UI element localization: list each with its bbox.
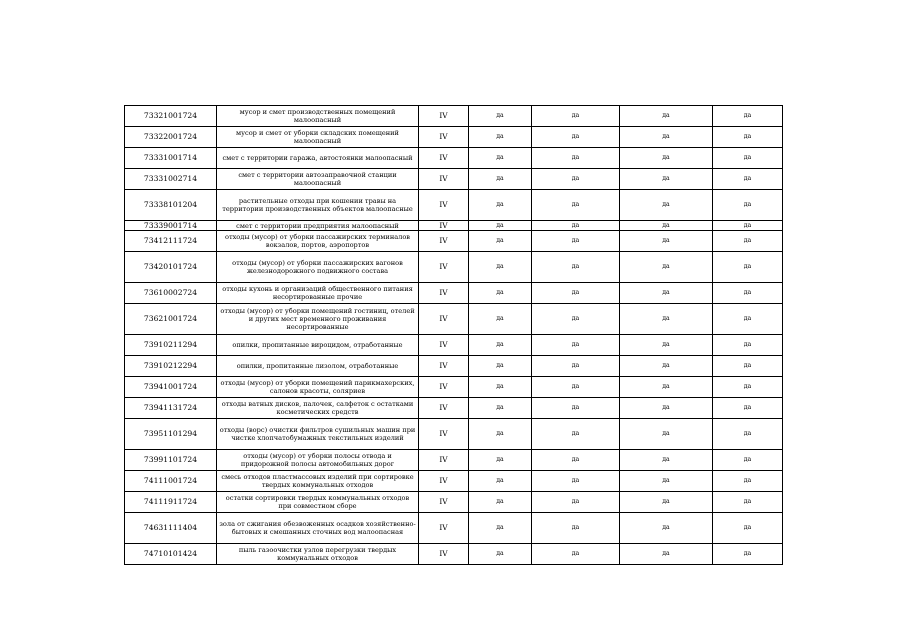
flag-cell-1: да [469, 127, 532, 148]
waste-code-cell: 74631111404 [125, 513, 217, 544]
flag-cell-3: да [620, 544, 713, 565]
flag-cell-3: да [620, 169, 713, 190]
flag-cell-4: да [713, 231, 783, 252]
flag-cell-3: да [620, 398, 713, 419]
hazard-class-cell: IV [419, 252, 469, 283]
waste-code-cell: 74111001724 [125, 471, 217, 492]
flag-cell-3: да [620, 106, 713, 127]
waste-name-cell: отходы кухонь и организаций общественного питания несортированные прочие [217, 283, 419, 304]
flag-cell-1: да [469, 492, 532, 513]
waste-code-cell: 73412111724 [125, 231, 217, 252]
waste-code-cell: 73941131724 [125, 398, 217, 419]
flag-cell-2: да [532, 335, 620, 356]
flag-cell-3: да [620, 492, 713, 513]
waste-name-cell: растительные отходы при кошении травы на территории производственных объектов малоопасные [217, 190, 419, 221]
hazard-class-cell: IV [419, 127, 469, 148]
waste-code-cell: 73338101204 [125, 190, 217, 221]
flag-cell-4: да [713, 419, 783, 450]
waste-code-cell: 74710101424 [125, 544, 217, 565]
waste-name-cell: смет с территории гаража, автостоянки малоопасный [217, 148, 419, 169]
flag-cell-2: да [532, 398, 620, 419]
waste-code-cell: 74111911724 [125, 492, 217, 513]
flag-cell-2: да [532, 492, 620, 513]
waste-name-cell: отходы (мусор) от уборки пассажирских терминалов вокзалов, портов, аэропортов [217, 231, 419, 252]
table-row [125, 544, 783, 565]
hazard-class-cell: IV [419, 544, 469, 565]
waste-name-cell: отходы (ворс) очистки фильтров сушильных машин при чистке хлопчатобумажных текстильных изделий [217, 419, 419, 450]
flag-cell-3: да [620, 356, 713, 377]
flag-cell-1: да [469, 148, 532, 169]
flag-cell-4: да [713, 450, 783, 471]
hazard-class-cell: IV [419, 492, 469, 513]
waste-name-cell: отходы (мусор) от уборки помещений гостиниц, отелей и других мест временного проживания несортированные [217, 304, 419, 335]
hazard-class-cell: IV [419, 398, 469, 419]
waste-name-cell: мусор и смет от уборки складских помещений малоопасный [217, 127, 419, 148]
flag-cell-2: да [532, 148, 620, 169]
waste-code-cell: 73910212294 [125, 356, 217, 377]
flag-cell-2: да [532, 169, 620, 190]
table-row [125, 450, 783, 471]
hazard-class-cell: IV [419, 513, 469, 544]
flag-cell-1: да [469, 377, 532, 398]
flag-cell-3: да [620, 304, 713, 335]
flag-cell-4: да [713, 492, 783, 513]
flag-cell-4: да [713, 335, 783, 356]
flag-cell-3: да [620, 127, 713, 148]
flag-cell-4: да [713, 190, 783, 221]
flag-cell-3: да [620, 283, 713, 304]
hazard-class-cell: IV [419, 169, 469, 190]
waste-name-cell: пыль газоочистки узлов перегрузки твердых коммунальных отходов [217, 544, 419, 565]
waste-code-cell: 73951101294 [125, 419, 217, 450]
table-row [125, 471, 783, 492]
flag-cell-2: да [532, 190, 620, 221]
waste-code-cell: 73610002724 [125, 283, 217, 304]
flag-cell-4: да [713, 544, 783, 565]
flag-cell-2: да [532, 304, 620, 335]
flag-cell-3: да [620, 221, 713, 231]
flag-cell-3: да [620, 335, 713, 356]
table-row [125, 127, 783, 148]
flag-cell-1: да [469, 450, 532, 471]
flag-cell-1: да [469, 335, 532, 356]
table-row [125, 190, 783, 221]
flag-cell-2: да [532, 283, 620, 304]
waste-name-cell: смет с территории автозаправочной станции малоопасный [217, 169, 419, 190]
flag-cell-1: да [469, 356, 532, 377]
flag-cell-2: да [532, 377, 620, 398]
flag-cell-2: да [532, 419, 620, 450]
waste-name-cell: зола от сжигания обезвоженных осадков хозяйственно-бытовых и смешанных сточных вод малоопасная [217, 513, 419, 544]
hazard-class-cell: IV [419, 221, 469, 231]
flag-cell-1: да [469, 169, 532, 190]
table-row [125, 169, 783, 190]
table-row [125, 106, 783, 127]
table-row [125, 377, 783, 398]
waste-name-cell: смесь отходов пластмассовых изделий при сортировке твердых коммунальных отходов [217, 471, 419, 492]
flag-cell-2: да [532, 106, 620, 127]
flag-cell-1: да [469, 190, 532, 221]
flag-cell-1: да [469, 231, 532, 252]
waste-name-cell: опилки, пропитанные лизолом, отработанные [217, 356, 419, 377]
table-row [125, 304, 783, 335]
waste-name-cell: отходы (мусор) от уборки пассажирских вагонов железнодорожного подвижного состава [217, 252, 419, 283]
flag-cell-2: да [532, 544, 620, 565]
hazard-class-cell: IV [419, 148, 469, 169]
flag-cell-4: да [713, 106, 783, 127]
flag-cell-4: да [713, 283, 783, 304]
waste-table-body [125, 106, 783, 565]
flag-cell-2: да [532, 471, 620, 492]
table-row [125, 513, 783, 544]
waste-name-cell: мусор и смет производственных помещений малоопасный [217, 106, 419, 127]
waste-code-cell: 73339001714 [125, 221, 217, 231]
hazard-class-cell: IV [419, 335, 469, 356]
table-row [125, 419, 783, 450]
flag-cell-3: да [620, 252, 713, 283]
waste-code-cell: 73331002714 [125, 169, 217, 190]
waste-code-cell: 73991101724 [125, 450, 217, 471]
flag-cell-1: да [469, 221, 532, 231]
flag-cell-1: да [469, 513, 532, 544]
flag-cell-4: да [713, 377, 783, 398]
flag-cell-2: да [532, 231, 620, 252]
flag-cell-4: да [713, 304, 783, 335]
waste-name-cell: отходы (мусор) от уборки помещений парикмахерских, салонов красоты, соляриев [217, 377, 419, 398]
flag-cell-4: да [713, 513, 783, 544]
flag-cell-2: да [532, 127, 620, 148]
flag-cell-4: да [713, 221, 783, 231]
flag-cell-1: да [469, 419, 532, 450]
flag-cell-4: да [713, 127, 783, 148]
hazard-class-cell: IV [419, 419, 469, 450]
hazard-class-cell: IV [419, 231, 469, 252]
hazard-class-cell: IV [419, 304, 469, 335]
flag-cell-3: да [620, 471, 713, 492]
waste-name-cell: отходы (мусор) от уборки полосы отвода и придорожной полосы автомобильных дорог [217, 450, 419, 471]
table-row [125, 221, 783, 231]
table-row [125, 398, 783, 419]
hazard-class-cell: IV [419, 450, 469, 471]
waste-name-cell: остатки сортировки твердых коммунальных отходов при совместном сборе [217, 492, 419, 513]
waste-code-cell: 73621001724 [125, 304, 217, 335]
flag-cell-1: да [469, 106, 532, 127]
hazard-class-cell: IV [419, 190, 469, 221]
waste-code-cell: 73420101724 [125, 252, 217, 283]
table-row [125, 356, 783, 377]
flag-cell-1: да [469, 471, 532, 492]
waste-table [124, 105, 783, 565]
table-row [125, 148, 783, 169]
flag-cell-1: да [469, 252, 532, 283]
flag-cell-3: да [620, 190, 713, 221]
flag-cell-3: да [620, 148, 713, 169]
waste-name-cell: смет с территории предприятия малоопасный [217, 221, 419, 231]
waste-code-cell: 73910211294 [125, 335, 217, 356]
hazard-class-cell: IV [419, 471, 469, 492]
flag-cell-3: да [620, 377, 713, 398]
flag-cell-2: да [532, 252, 620, 283]
waste-code-cell: 73322001724 [125, 127, 217, 148]
flag-cell-3: да [620, 513, 713, 544]
table-row [125, 335, 783, 356]
table-row [125, 492, 783, 513]
waste-code-cell: 73941001724 [125, 377, 217, 398]
flag-cell-4: да [713, 398, 783, 419]
waste-name-cell: отходы ватных дисков, палочек, салфеток с остатками косметических средств [217, 398, 419, 419]
flag-cell-4: да [713, 148, 783, 169]
flag-cell-4: да [713, 252, 783, 283]
waste-code-cell: 73331001714 [125, 148, 217, 169]
table-row [125, 252, 783, 283]
flag-cell-4: да [713, 471, 783, 492]
waste-name-cell: опилки, пропитанные вироцидом, отработанные [217, 335, 419, 356]
waste-code-cell: 73321001724 [125, 106, 217, 127]
flag-cell-2: да [532, 356, 620, 377]
flag-cell-3: да [620, 450, 713, 471]
flag-cell-3: да [620, 419, 713, 450]
flag-cell-2: да [532, 221, 620, 231]
flag-cell-4: да [713, 356, 783, 377]
flag-cell-1: да [469, 304, 532, 335]
flag-cell-1: да [469, 283, 532, 304]
hazard-class-cell: IV [419, 106, 469, 127]
table-row [125, 283, 783, 304]
flag-cell-2: да [532, 513, 620, 544]
hazard-class-cell: IV [419, 377, 469, 398]
hazard-class-cell: IV [419, 356, 469, 377]
flag-cell-4: да [713, 169, 783, 190]
hazard-class-cell: IV [419, 283, 469, 304]
table-row [125, 231, 783, 252]
flag-cell-2: да [532, 450, 620, 471]
flag-cell-3: да [620, 231, 713, 252]
flag-cell-1: да [469, 398, 532, 419]
flag-cell-1: да [469, 544, 532, 565]
